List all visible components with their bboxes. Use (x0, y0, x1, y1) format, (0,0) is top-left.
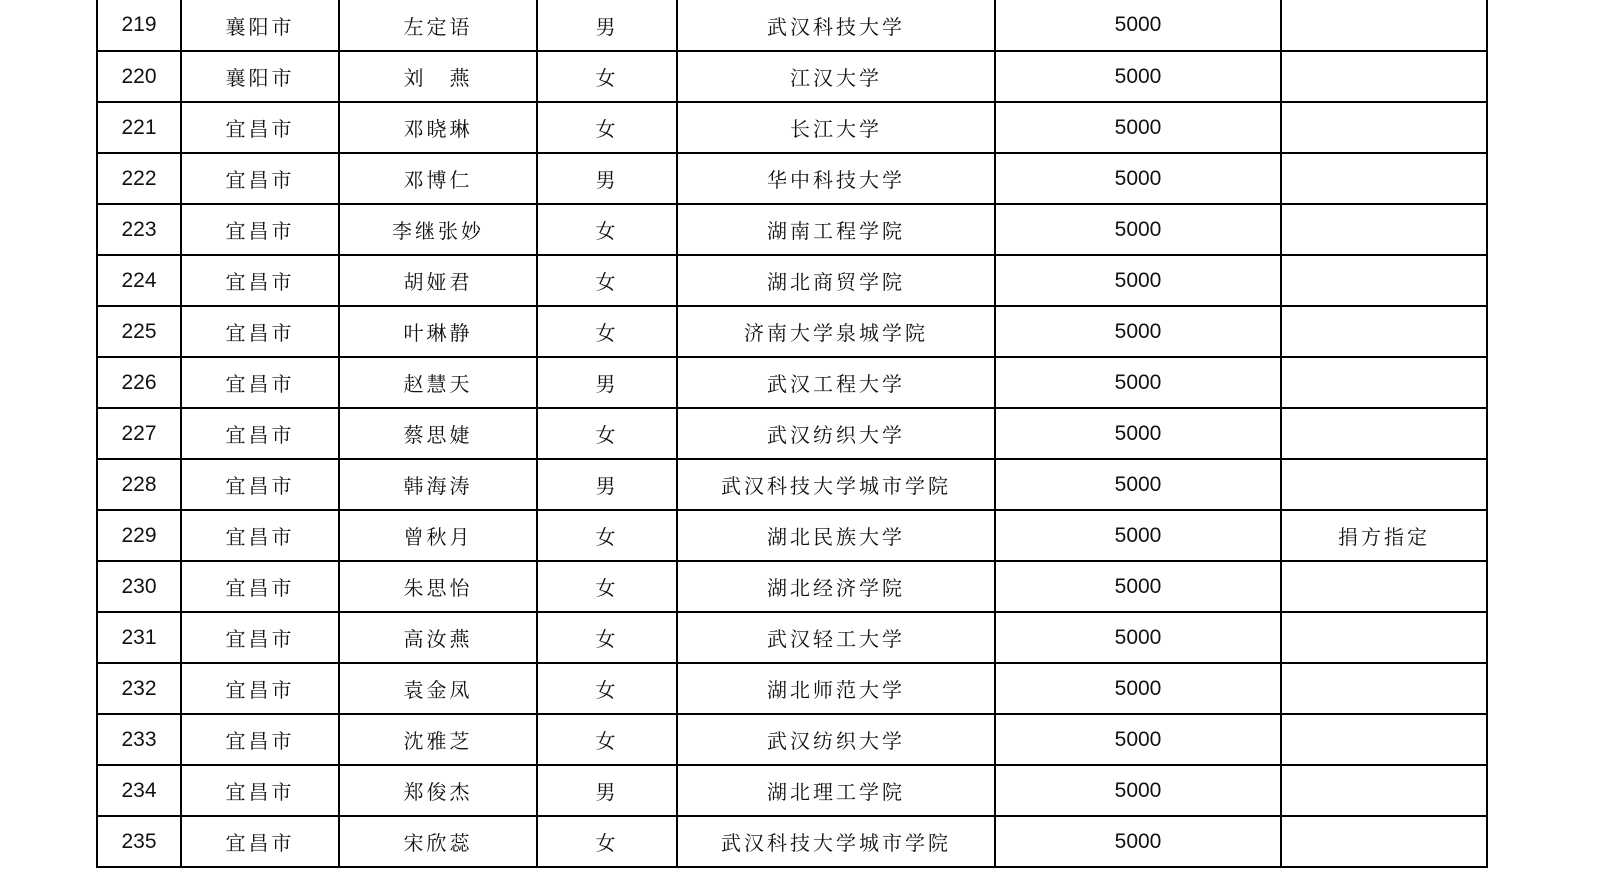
cell-number: 229 (97, 510, 181, 561)
cell-note (1281, 561, 1487, 612)
table-row (97, 714, 1487, 765)
cell-name: 朱思怡 (339, 561, 537, 612)
cell-amount: 5000 (995, 153, 1281, 204)
cell-school: 湖南工程学院 (677, 204, 995, 255)
cell-name: 邓晓琳 (339, 102, 537, 153)
cell-amount: 5000 (995, 255, 1281, 306)
cell-name: 宋欣蕊 (339, 816, 537, 867)
cell-number: 233 (97, 714, 181, 765)
table-row (97, 612, 1487, 663)
cell-number: 226 (97, 357, 181, 408)
cell-school: 华中科技大学 (677, 153, 995, 204)
cell-gender: 女 (537, 510, 677, 561)
cell-school: 武汉科技大学 (677, 0, 995, 51)
cell-gender: 男 (537, 459, 677, 510)
table-body (97, 0, 1487, 867)
table-row (97, 408, 1487, 459)
table-row (97, 459, 1487, 510)
cell-gender: 女 (537, 561, 677, 612)
table-row (97, 306, 1487, 357)
cell-gender: 女 (537, 816, 677, 867)
cell-city: 宜昌市 (181, 714, 339, 765)
cell-gender: 女 (537, 102, 677, 153)
cell-gender: 女 (537, 612, 677, 663)
cell-school: 武汉科技大学城市学院 (677, 459, 995, 510)
table-row (97, 0, 1487, 51)
cell-amount: 5000 (995, 0, 1281, 51)
cell-city: 宜昌市 (181, 102, 339, 153)
cell-number: 219 (97, 0, 181, 51)
cell-gender: 男 (537, 357, 677, 408)
cell-school: 武汉纺织大学 (677, 408, 995, 459)
cell-name: 刘 燕 (339, 51, 537, 102)
cell-school: 江汉大学 (677, 51, 995, 102)
cell-number: 225 (97, 306, 181, 357)
cell-gender: 女 (537, 714, 677, 765)
cell-city: 宜昌市 (181, 255, 339, 306)
cell-name: 叶琳静 (339, 306, 537, 357)
cell-school: 济南大学泉城学院 (677, 306, 995, 357)
cell-amount: 5000 (995, 306, 1281, 357)
cell-note (1281, 459, 1487, 510)
table-row (97, 765, 1487, 816)
cell-city: 宜昌市 (181, 765, 339, 816)
table-row (97, 153, 1487, 204)
cell-amount: 5000 (995, 459, 1281, 510)
cell-number: 228 (97, 459, 181, 510)
cell-city: 宜昌市 (181, 204, 339, 255)
cell-gender: 女 (537, 306, 677, 357)
cell-school: 武汉科技大学城市学院 (677, 816, 995, 867)
cell-number: 227 (97, 408, 181, 459)
cell-amount: 5000 (995, 714, 1281, 765)
table-row (97, 102, 1487, 153)
cell-note (1281, 255, 1487, 306)
table-row (97, 204, 1487, 255)
table-row (97, 357, 1487, 408)
cell-name: 曾秋月 (339, 510, 537, 561)
table-row (97, 255, 1487, 306)
cell-number: 232 (97, 663, 181, 714)
cell-gender: 女 (537, 663, 677, 714)
cell-school: 湖北师范大学 (677, 663, 995, 714)
cell-amount: 5000 (995, 204, 1281, 255)
cell-city: 宜昌市 (181, 663, 339, 714)
cell-gender: 男 (537, 153, 677, 204)
cell-name: 郑俊杰 (339, 765, 537, 816)
cell-amount: 5000 (995, 51, 1281, 102)
table-row (97, 816, 1487, 867)
cell-number: 220 (97, 51, 181, 102)
cell-school: 武汉轻工大学 (677, 612, 995, 663)
table-row (97, 51, 1487, 102)
cell-amount: 5000 (995, 102, 1281, 153)
cell-number: 223 (97, 204, 181, 255)
cell-note (1281, 0, 1487, 51)
cell-number: 222 (97, 153, 181, 204)
table-row (97, 561, 1487, 612)
cell-amount: 5000 (995, 816, 1281, 867)
cell-number: 231 (97, 612, 181, 663)
cell-gender: 女 (537, 51, 677, 102)
cell-name: 蔡思婕 (339, 408, 537, 459)
scholarship-table (96, 0, 1488, 868)
cell-name: 左定语 (339, 0, 537, 51)
cell-city: 宜昌市 (181, 408, 339, 459)
cell-gender: 女 (537, 204, 677, 255)
cell-name: 高汝燕 (339, 612, 537, 663)
cell-name: 韩海涛 (339, 459, 537, 510)
cell-note (1281, 408, 1487, 459)
table-row (97, 663, 1487, 714)
cell-amount: 5000 (995, 561, 1281, 612)
cell-city: 宜昌市 (181, 459, 339, 510)
cell-city: 宜昌市 (181, 612, 339, 663)
cell-city: 宜昌市 (181, 816, 339, 867)
cell-number: 224 (97, 255, 181, 306)
cell-city: 宜昌市 (181, 561, 339, 612)
cell-school: 湖北民族大学 (677, 510, 995, 561)
cell-city: 襄阳市 (181, 0, 339, 51)
cell-school: 武汉工程大学 (677, 357, 995, 408)
cell-city: 宜昌市 (181, 153, 339, 204)
cell-amount: 5000 (995, 408, 1281, 459)
cell-gender: 男 (537, 765, 677, 816)
cell-name: 李继张妙 (339, 204, 537, 255)
cell-amount: 5000 (995, 357, 1281, 408)
cell-note (1281, 204, 1487, 255)
cell-note (1281, 714, 1487, 765)
cell-school: 湖北理工学院 (677, 765, 995, 816)
cell-note (1281, 816, 1487, 867)
cell-amount: 5000 (995, 765, 1281, 816)
cell-school: 长江大学 (677, 102, 995, 153)
cell-number: 221 (97, 102, 181, 153)
cell-amount: 5000 (995, 612, 1281, 663)
cell-city: 宜昌市 (181, 306, 339, 357)
cell-name: 胡娅君 (339, 255, 537, 306)
cell-note (1281, 102, 1487, 153)
cell-gender: 女 (537, 408, 677, 459)
cell-number: 230 (97, 561, 181, 612)
cell-note (1281, 306, 1487, 357)
cell-note: 捐方指定 (1281, 510, 1487, 561)
cell-school: 湖北经济学院 (677, 561, 995, 612)
cell-city: 宜昌市 (181, 510, 339, 561)
cell-note (1281, 612, 1487, 663)
cell-number: 234 (97, 765, 181, 816)
cell-school: 湖北商贸学院 (677, 255, 995, 306)
cell-note (1281, 153, 1487, 204)
cell-note (1281, 357, 1487, 408)
cell-school: 武汉纺织大学 (677, 714, 995, 765)
cell-name: 赵慧天 (339, 357, 537, 408)
cell-gender: 女 (537, 255, 677, 306)
cell-amount: 5000 (995, 510, 1281, 561)
cell-number: 235 (97, 816, 181, 867)
cell-name: 袁金凤 (339, 663, 537, 714)
cell-note (1281, 663, 1487, 714)
cell-name: 沈雅芝 (339, 714, 537, 765)
cell-note (1281, 765, 1487, 816)
cell-note (1281, 51, 1487, 102)
cell-city: 襄阳市 (181, 51, 339, 102)
cell-gender: 男 (537, 0, 677, 51)
table-row (97, 510, 1487, 561)
cell-city: 宜昌市 (181, 357, 339, 408)
cell-amount: 5000 (995, 663, 1281, 714)
cell-name: 邓博仁 (339, 153, 537, 204)
